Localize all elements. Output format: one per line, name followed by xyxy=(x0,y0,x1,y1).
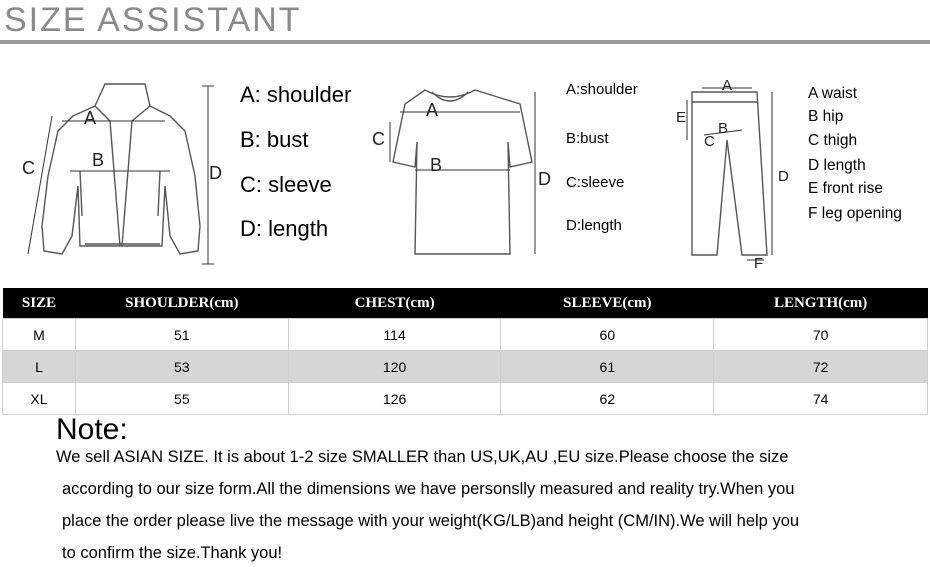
cell-size: L xyxy=(3,351,76,383)
table-row xyxy=(3,319,928,351)
tshirt-letter-b: B xyxy=(430,155,443,175)
note-line: according to our size form.All the dimensions we have personslly measured and reality try.When you xyxy=(62,480,795,498)
tshirt-letter-c: C xyxy=(372,129,385,149)
tshirt-legend-sleeve: C:sleeve xyxy=(566,174,625,191)
header-size: SIZE xyxy=(3,288,76,319)
cell-shoulder: 53 xyxy=(75,351,288,383)
size-table xyxy=(2,288,928,415)
jacket-diagram xyxy=(10,76,235,271)
jacket-legend-sleeve: C: sleeve xyxy=(240,172,332,197)
cell-size: M xyxy=(3,319,76,351)
cell-sleeve: 61 xyxy=(501,351,714,383)
cell-size: XL xyxy=(3,383,76,415)
tshirt-letter-a: A xyxy=(426,100,439,120)
title-divider xyxy=(0,40,930,44)
cell-sleeve: 60 xyxy=(501,319,714,351)
header-shoulder: SHOULDER(cm) xyxy=(75,288,288,319)
table-header-row xyxy=(3,288,928,319)
header-sleeve: SLEEVE(cm) xyxy=(501,288,714,319)
jacket-legend-length: D: length xyxy=(240,216,329,241)
pants-letter-c: C xyxy=(704,133,715,150)
header-length: LENGTH(cm) xyxy=(714,288,928,319)
tshirt-legend-bust: B:bust xyxy=(566,130,609,147)
jacket-letter-b: B xyxy=(92,150,105,170)
pants-legend-waist: A waist xyxy=(808,85,858,102)
note-title: Note: xyxy=(56,413,128,446)
tshirt-letter-d: D xyxy=(538,169,551,189)
pants-letter-d: D xyxy=(778,168,789,185)
pants-letter-f: F xyxy=(754,255,764,272)
pants-letter-a: A xyxy=(722,77,733,94)
jacket-legend-bust: B: bust xyxy=(240,127,309,152)
cell-chest: 120 xyxy=(288,351,501,383)
table-row xyxy=(3,383,928,415)
pants-letter-e: E xyxy=(676,109,687,126)
pants-legend-thigh: C thigh xyxy=(808,132,858,149)
note-line: to confirm the size.Thank you! xyxy=(62,544,283,562)
pants-legend-front-rise: E front rise xyxy=(808,180,883,197)
tshirt-legend-length: D:length xyxy=(566,217,622,234)
jacket-letter-a: A xyxy=(84,108,97,128)
cell-length: 70 xyxy=(714,319,928,351)
cell-chest: 114 xyxy=(288,319,501,351)
note-line: place the order please live the message with your weight(KG/LB)and height (CM/IN).We will help you xyxy=(62,512,800,530)
jacket-letter-c: C xyxy=(22,158,35,178)
tshirt-legend-shoulder: A:shoulder xyxy=(566,81,638,98)
note-line: We sell ASIAN SIZE. It is about 1-2 size SMALLER than US,UK,AU ,EU size.Please choose the size xyxy=(56,448,789,466)
cell-length: 72 xyxy=(714,351,928,383)
page-title: SIZE ASSISTANT xyxy=(4,1,302,39)
cell-length: 74 xyxy=(714,383,928,415)
jacket-letter-d: D xyxy=(209,163,222,183)
tshirt-diagram xyxy=(370,82,560,262)
jacket-legend-shoulder: A: shoulder xyxy=(240,82,352,107)
cell-shoulder: 55 xyxy=(75,383,288,415)
pants-legend-hip: B hip xyxy=(808,108,844,125)
pants-letter-b: B xyxy=(718,120,729,137)
header-chest: CHEST(cm) xyxy=(288,288,501,319)
table-row xyxy=(3,351,928,383)
pants-legend-length: D length xyxy=(808,157,866,174)
cell-chest: 126 xyxy=(288,383,501,415)
pants-legend-leg-opening: F leg opening xyxy=(808,205,902,222)
cell-shoulder: 51 xyxy=(75,319,288,351)
cell-sleeve: 62 xyxy=(501,383,714,415)
